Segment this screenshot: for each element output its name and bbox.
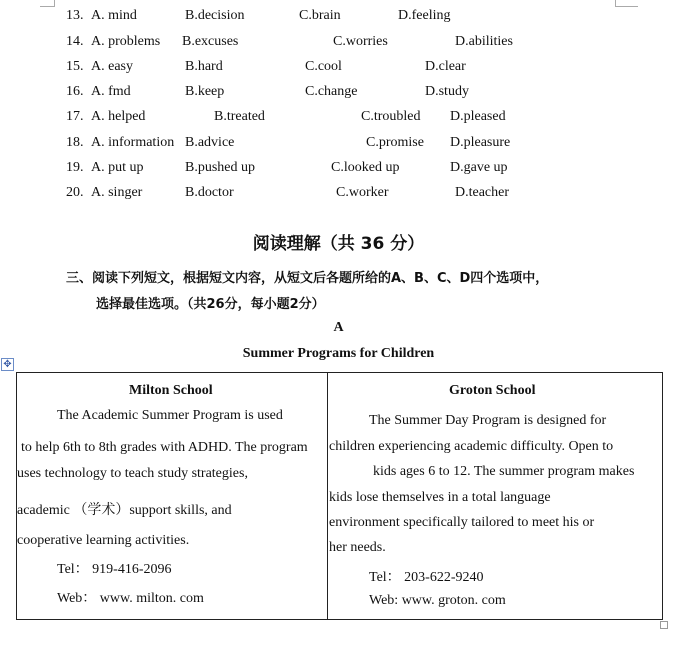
question-number: 13. <box>66 8 84 23</box>
right-line-2: children experiencing academic difficulty. Open to <box>329 439 614 454</box>
option-a: A. helped <box>91 109 146 124</box>
instruction-line-2: 选择最佳选项。（共26分，每小题2分） <box>96 297 325 312</box>
table-column-divider <box>327 373 328 619</box>
option-d: D.pleasure <box>450 135 511 150</box>
table-resize-handle[interactable] <box>660 621 668 629</box>
option-d: D.pleased <box>450 109 506 124</box>
option-b: B.advice <box>185 135 235 150</box>
option-c: C.troubled <box>361 109 421 124</box>
option-d: D.study <box>425 84 469 99</box>
option-b: B.hard <box>185 59 223 74</box>
option-a: A. fmd <box>91 84 131 99</box>
right-school-name: Groton School <box>449 383 536 398</box>
left-tel: Tel： 919-416-2096 <box>57 562 172 577</box>
option-b: B.treated <box>214 109 265 124</box>
question-number: 16. <box>66 84 84 99</box>
section-title: 阅读理解（共 36 分） <box>252 234 425 254</box>
left-line-4: academic （学术）support skills, and <box>17 503 232 518</box>
question-number: 15. <box>66 59 84 74</box>
left-line-2: to help 6th to 8th grades with ADHD. The program <box>21 440 308 455</box>
option-c: C.worker <box>336 185 389 200</box>
right-line-6: her needs. <box>329 540 386 555</box>
programs-table <box>16 372 663 620</box>
option-c: C.worries <box>333 34 388 49</box>
table-move-handle-icon[interactable]: ✥ <box>1 358 14 371</box>
option-d: D.feeling <box>398 8 451 23</box>
left-line-5: cooperative learning activities. <box>17 533 190 548</box>
question-number: 20. <box>66 185 84 200</box>
question-number: 17. <box>66 109 84 124</box>
option-a: A. mind <box>91 8 137 23</box>
option-d: D.teacher <box>455 185 510 200</box>
passage-label: A <box>333 320 344 335</box>
option-c: C.promise <box>366 135 424 150</box>
passage-title: Summer Programs for Children <box>242 346 435 361</box>
question-number: 14. <box>66 34 84 49</box>
option-d: D.gave up <box>450 160 508 175</box>
right-line-4: kids lose themselves in a total language <box>329 490 551 505</box>
option-b: B.excuses <box>182 34 239 49</box>
right-line-1: The Summer Day Program is designed for <box>369 413 607 428</box>
option-a: A. information <box>91 135 175 150</box>
option-c: C.looked up <box>331 160 400 175</box>
option-b: B.decision <box>185 8 245 23</box>
right-line-3: kids ages 6 to 12. The summer program makes <box>373 464 635 479</box>
option-a: A. easy <box>91 59 133 74</box>
left-web: Web： www. milton. com <box>57 591 204 606</box>
option-b: B.keep <box>185 84 225 99</box>
question-number: 19. <box>66 160 84 175</box>
left-school-name: Milton School <box>129 383 213 398</box>
right-line-5: environment specifically tailored to meet his or <box>329 515 595 530</box>
option-a: A. problems <box>91 34 161 49</box>
option-d: D.abilities <box>455 34 513 49</box>
page-corner-mark-right <box>615 0 638 7</box>
page-corner-mark-left <box>40 0 55 7</box>
option-a: A. singer <box>91 185 143 200</box>
option-b: B.doctor <box>185 185 234 200</box>
option-c: C.change <box>305 84 358 99</box>
option-a: A. put up <box>91 160 144 175</box>
option-b: B.pushed up <box>185 160 255 175</box>
left-line-1: The Academic Summer Program is used <box>57 408 283 423</box>
instruction-line-1: 三、阅读下列短文，根据短文内容，从短文后各题所给的A、B、C、D四个选项中， <box>66 271 549 286</box>
option-d: D.clear <box>425 59 466 74</box>
option-c: C.cool <box>305 59 342 74</box>
left-line-3: uses technology to teach study strategies, <box>17 466 248 481</box>
right-web: Web: www. groton. com <box>369 593 506 608</box>
right-tel: Tel： 203-622-9240 <box>369 570 484 585</box>
question-number: 18. <box>66 135 84 150</box>
option-c: C.brain <box>299 8 341 23</box>
